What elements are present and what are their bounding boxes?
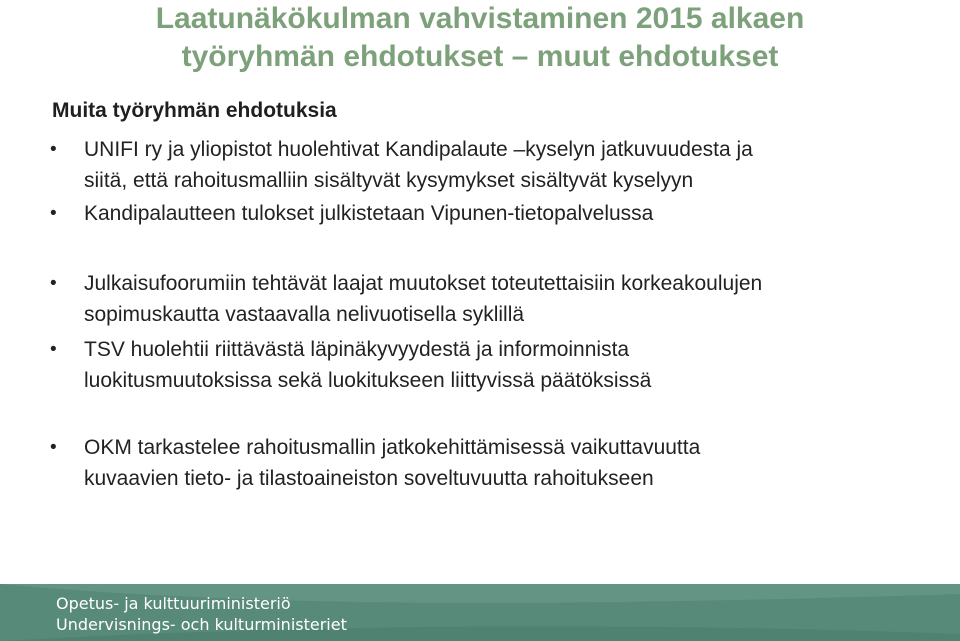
bullet-item-1-line-2: siitä, että rahoitusmalliin sisältyvät kysymykset sisältyvät kyselyyn (84, 169, 694, 192)
bullet-marker: • (50, 273, 57, 294)
bullet-item-2-line-1: Kandipalautteen tulokset julkistetaan Vipunen-tietopalvelussa (84, 202, 654, 225)
bullet-marker: • (50, 203, 57, 224)
ministry-name-finnish: Opetus- ja kulttuuriministeriö (56, 594, 291, 613)
bullet-item-4-line-1: TSV huolehtii riittävästä läpinäkyvyydestä ja informoinnista (84, 338, 630, 361)
slide-title-line-1: Laatunäkökulman vahvistaminen 2015 alkaen (155, 2, 805, 35)
bullet-item-5-line-1: OKM tarkastelee rahoitusmallin jatkokehittämisessä vaikuttavuutta (84, 436, 701, 459)
footer-banner (0, 584, 960, 641)
bullet-item-1-line-1: UNIFI ry ja yliopistot huolehtivat Kandipalaute –kyselyn jatkuvuudesta ja (84, 138, 753, 161)
section-heading: Muita työryhmän ehdotuksia (52, 99, 337, 122)
bullet-item-4-line-2: luokitusmuutoksissa sekä luokitukseen liittyvissä päätöksissä (84, 369, 652, 392)
bullet-marker: • (50, 139, 57, 160)
slide-title-line-2: työryhmän ehdotukset – muut ehdotukset (181, 40, 779, 73)
bullet-item-3-line-1: Julkaisufoorumiin tehtävät laajat muutokset toteutettaisiin korkeakoulujen (84, 272, 763, 295)
bullet-item-5-line-2: kuvaavien tieto- ja tilastoaineiston soveltuvuutta rahoitukseen (84, 467, 654, 490)
slide-title (0, 0, 960, 76)
bullet-item-3-line-2: sopimuskautta vastaavalla nelivuotisella syklillä (84, 303, 525, 326)
bullet-marker: • (50, 437, 57, 458)
ministry-name-swedish: Undervisnings- och kulturministeriet (56, 615, 347, 634)
bullet-marker: • (50, 339, 57, 360)
